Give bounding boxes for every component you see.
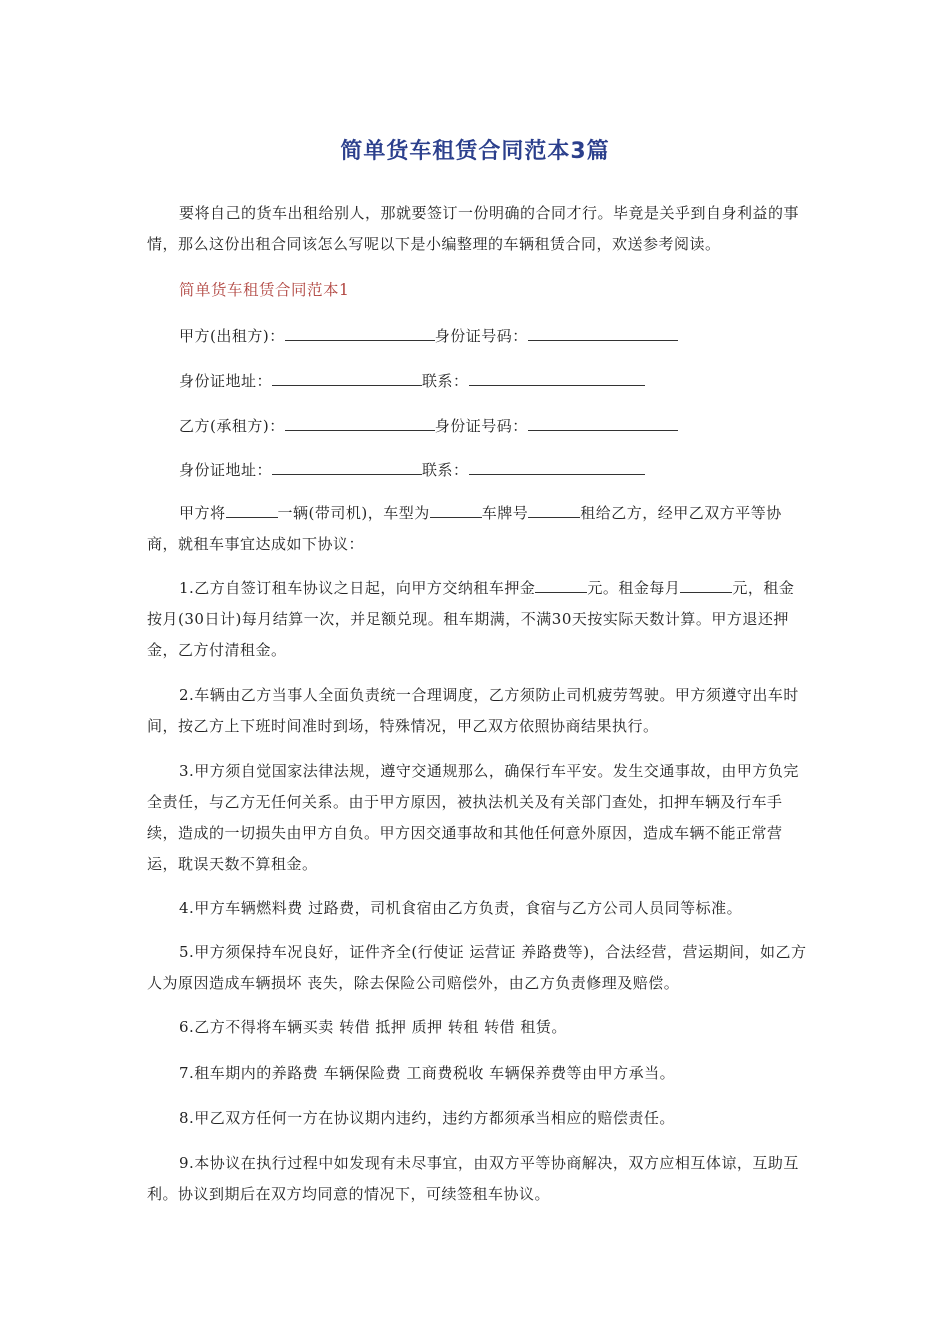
clause-8: 8.甲乙双方任何一方在协议期内违约，违约方都须承当相应的赔偿责任。 xyxy=(179,1109,675,1127)
contact-blank xyxy=(469,368,645,386)
id-address-label: 身份证地址： xyxy=(179,372,273,390)
model-blank xyxy=(430,500,482,518)
contact-label: 联系： xyxy=(422,461,469,479)
agreement-intro-part1: 甲方将 xyxy=(179,504,226,522)
party-a-line xyxy=(179,323,678,346)
document-title: 简单货车租赁合同范本3篇 xyxy=(340,139,610,164)
clause-3: 3.甲方须自觉国家法律法规，遵守交通规那么，确保行车平安。发生交通事故，由甲方负完全责任，与乙方无任何关系。由于甲方原因，被执法机关及有关部门查处，扣押车辆及行车手续，造成的一切损失由甲方自负。甲方因交通事故和其他任何意外原因，造成车辆不能正常营运，耽误天数不算租金。 xyxy=(147,762,799,873)
monthly-rent-blank xyxy=(680,575,732,593)
clause-1-part3: 元，租金按月(30日计)每月结算一次，并足额兑现。租车期满，不满30天按实际天数计算。甲方退还押金，乙方付清租金。 xyxy=(147,579,795,659)
id-number-label: 身份证号码： xyxy=(434,417,528,435)
plate-blank xyxy=(528,500,580,518)
clause-5: 5.甲方须保持车况良好，证件齐全(行使证 运营证 养路费等)，合法经营，营运期间，如乙方人为原因造成车辆损坏 丧失，除去保险公司赔偿外，由乙方负责修理及赔偿。 xyxy=(147,943,807,992)
party-b-blank xyxy=(285,413,435,431)
clause-6: 6.乙方不得将车辆买卖 转借 抵押 质押 转租 转借 租赁。 xyxy=(179,1018,567,1036)
agreement-intro-part3: 车牌号 xyxy=(481,504,529,522)
id-address-label: 身份证地址： xyxy=(179,461,273,479)
id-number-blank xyxy=(528,413,678,431)
agreement-intro-part4: 租给乙方，经甲乙双方平等协商，就租车事宜达成如下协议： xyxy=(147,504,782,553)
contact-blank xyxy=(469,457,645,475)
clause-2: 2.车辆由乙方当事人全面负责统一合理调度，乙方须防止司机疲劳驾驶。甲方须遵守出车时间，按乙方上下班时间准时到场，特殊情况，甲乙双方依照协商结果执行。 xyxy=(147,686,799,735)
id-address-blank xyxy=(272,457,422,475)
clause-1-part1: 1.乙方自签订租车协议之日起，向甲方交纳租车押金 xyxy=(179,579,536,597)
party-b-address-line xyxy=(179,457,645,480)
id-number-blank xyxy=(528,323,678,341)
party-b-label: 乙方(承租方)： xyxy=(179,417,285,435)
deposit-blank xyxy=(535,575,587,593)
id-number-label: 身份证号码： xyxy=(434,327,528,345)
party-b-line xyxy=(179,413,678,436)
party-a-label: 甲方(出租方)： xyxy=(179,327,285,345)
clause-7: 7.租车期内的养路费 车辆保险费 工商费税收 车辆保养费等由甲方承当。 xyxy=(179,1064,676,1082)
id-address-blank xyxy=(272,368,422,386)
clause-4: 4.甲方车辆燃料费 过路费，司机食宿由乙方负责，食宿与乙方公司人员同等标准。 xyxy=(179,899,743,917)
clause-9: 9.本协议在执行过程中如发现有未尽事宜，由双方平等协商解决，双方应相互体谅，互助互利。协议到期后在双方均同意的情况下，可续签租车协议。 xyxy=(147,1154,799,1203)
contact-label: 联系： xyxy=(422,372,469,390)
intro-paragraph: 要将自己的货车出租给别人，那就要签订一份明确的合同才行。毕竟是关乎到自身利益的事情，那么这份出租合同该怎么写呢以下是小编整理的车辆租赁合同，欢送参考阅读。 xyxy=(147,204,800,253)
agreement-intro-part2: 一辆(带司机)，车型为 xyxy=(277,504,430,522)
clause-1-part2: 元。租金每月 xyxy=(587,579,681,597)
clause-1 xyxy=(147,573,807,666)
section-heading: 简单货车租赁合同范本1 xyxy=(179,281,350,299)
vehicle-blank xyxy=(226,500,278,518)
party-a-address-line xyxy=(179,368,645,391)
party-a-blank xyxy=(285,323,435,341)
agreement-intro-paragraph xyxy=(147,498,807,560)
